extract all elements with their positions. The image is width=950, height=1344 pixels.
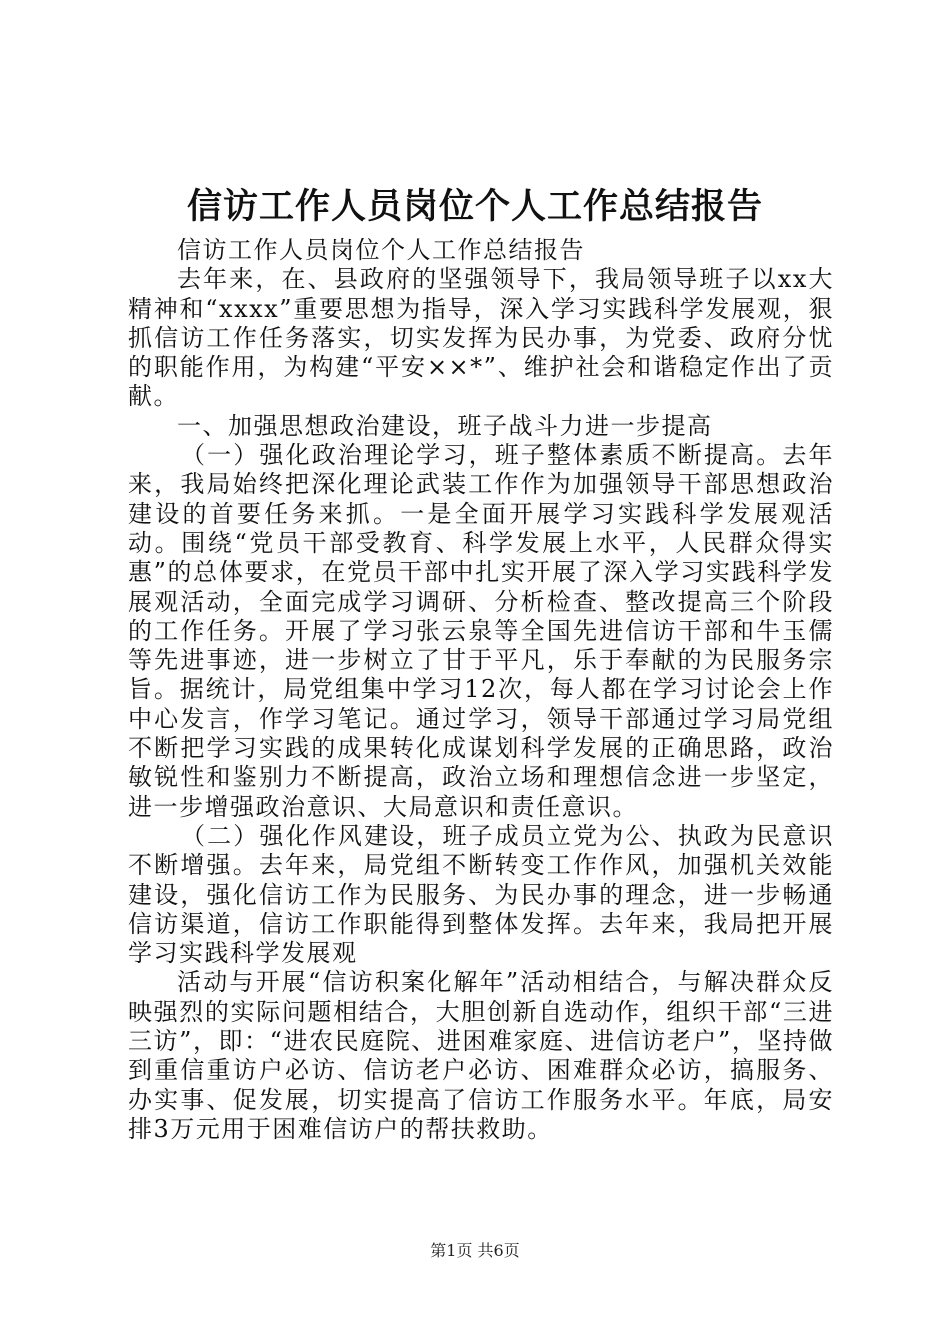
section-heading-1: 一、加强思想政治建设，班子战斗力进一步提高 (177, 411, 713, 440)
document-body (128, 236, 834, 1144)
document-subtitle: 信访工作人员岗位个人工作总结报告 (177, 236, 585, 264)
paragraph-subsection-2: （二）强化作风建设，班子成员立党为公、执政为民意识不断增强。去年来，局党组不断转变工作作风，加强机关效能建设，强化信访工作为民服务、为民办事的理念，进一步畅通信访渠道，信访工作职能得到整体发挥。去年来，我局把开展学习实践科学发展观 (128, 821, 834, 968)
document-title: 信访工作人员岗位个人工作总结报告 (186, 186, 763, 227)
paragraph-subsection-1: （一）强化政治理论学习，班子整体素质不断提高。去年来，我局始终把深化理论武装工作作为加强领导干部思想政治建设的首要任务来抓。一是全面开展学习实践科学发展观活动。围绕“党员干部受教育、科学发展上水平，人民群众得实惠”的总体要求，在党员干部中扎实开展了深入学习实践科学发展观活动，全面完成学习调研、分析检查、整改提高三个阶段的工作任务。开展了学习张云泉等全国先进信访干部和牛玉儒等先进事迹，进一步树立了甘于平凡，乐于奉献的为民服务宗旨。据统计，局党组集中学习12次，每人都在学习讨论会上作中心发言，作学习笔记。通过学习，领导干部通过学习局党组不断把学习实践的成果转化成谋划科学发展的正确思路，政治敏锐性和鉴别力不断提高，政治立场和理想信念进一步坚定，进一步增强政治意识、大局意识和责任意识。 (128, 441, 834, 821)
paragraph-continuation: 活动与开展“信访积案化解年”活动相结合，与解决群众反映强烈的实际问题相结合，大胆创新自选动作，组织干部“三进三访”，即：“进农民庭院、进困难家庭、进信访老户”，坚持做到重信重访户必访、信访老户必访、困难群众必访，搞服务、办实事、促发展，切实提高了信访工作服务水平。年底，局安排3万元用于困难信访户的帮扶救助。 (128, 968, 834, 1143)
paragraph-intro: 去年来，在、县政府的坚强领导下，我局领导班子以xx大精神和“xxxx”重要思想为指导，深入学习实践科学发展观，狠抓信访工作任务落实，切实发挥为民办事，为党委、政府分忧的职能作用，为构建“平安××*”、维护社会和谐稳定作出了贡献。 (128, 265, 834, 411)
page-number-footer: 第1页 共6页 (430, 1241, 520, 1260)
